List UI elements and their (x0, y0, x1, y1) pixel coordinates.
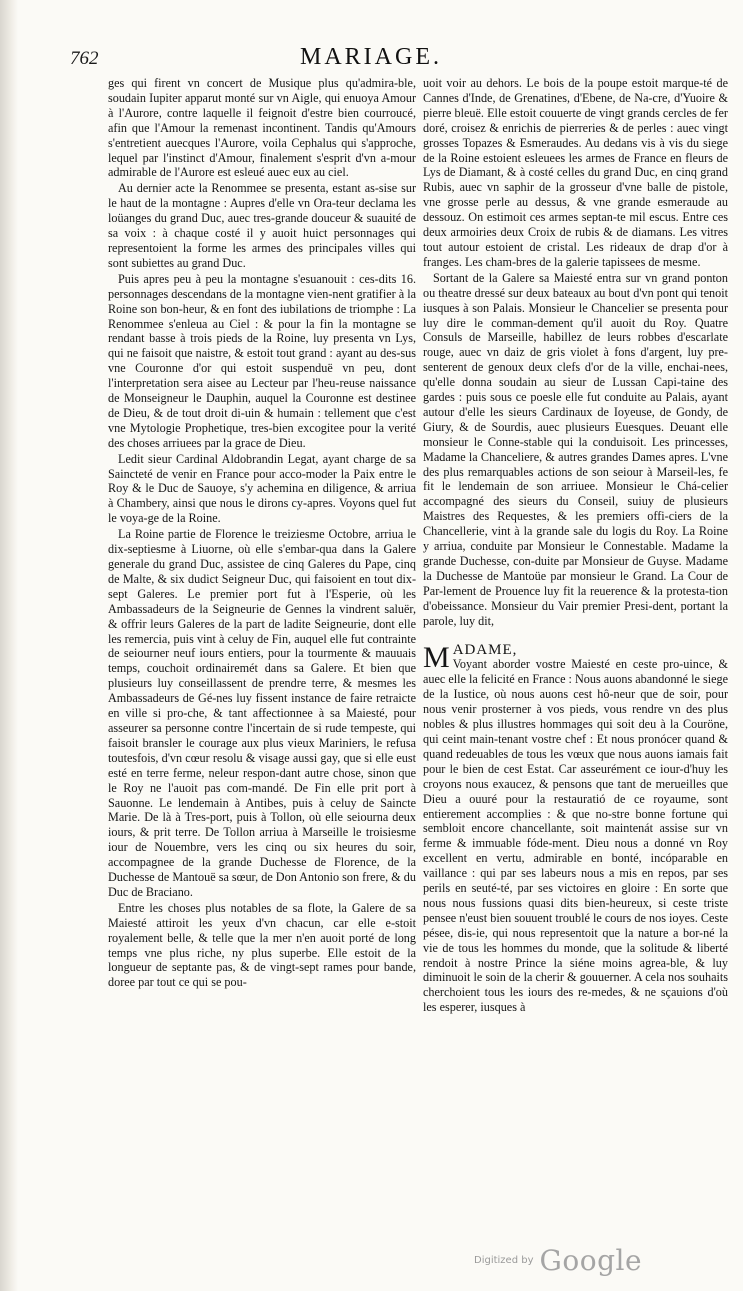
left-column-paragraph: La Roine partie de Florence le treiziesme Octobre, arriua le dix-septiesme à Liuorne, où elle s'embar-qua dans la Galere generale du grand Duc, assistee de cinq Galeres du Pape, cinq de Malte, & six dudict Seigneur Duc, qui faisoient en tout dix-sept Galeres. Le premier port fut à l'Esperie, où les Ambassadeurs de la Seigneurie de Gennes la vindrent saluër, & offrir leurs Galeres de la part de ladite Seigneurie, dont elle les remercia, puis vint à celuy de Fin, auquel elle fut contrainte de seiourner neuf iours entiers, pour la tourmente & mauuais temps, couchoit ordinairemét dans sa Galere. Et bien que plusieurs luy conseillassent de prendre terre, & mesmes les Ambassadeurs de Gé-nes luy fissent instance de faire retraicte en ville si pro-che, & tant affectionnee à sa Maiesté, pour asseurer sa personne contre l'incertain de si rude tempeste, qui faisoit bransler le courage aux plus vieux Mariniers, le refusa toutesfois, d'vn cœur resolu & visage aussi gay, que si elle eust esté en terre ferme, neleur respon-dant autre chose, sinon que le Roy ne l'auoit pas com-mandé. De Fin elle prit port à Sauonne. Le lendemain à Antibes, puis à celuy de Saincte Marie. De là à Tres-port, puis à Tollon, où elle seiourna deux iours, & prit terre. De Tollon arriua à Marseille le troisiesme iour de Nouembre, vers les cinq ou six heures du soir, accompagnee de la grande Duchesse de Florence, de la Duchesse de Mantouë sa sœur, de Don Antonio son frere, & du Duc de Braciano. (108, 527, 416, 899)
page-number: 762 (70, 48, 99, 69)
right-column-paragraph: uoit voir au dehors. Le bois de la poupe estoit marque-té de Cannes d'Inde, de Grenatines, d'Ebene, de Na-cre, d'Yuoire & pierre bleuë. Elle estoit couuerte de vingt grands cercles de fer doré, croisez & enrichis de pierreries & de perles : auec vingt grosses Topazes & Esmeraudes. Au dedans vis à vis du siege de la Roine estoient esleuees les armes de France en fleurs de Lys de Diamant, & à costé celles du grand Duc, en cinq grand Rubis, auec vn saphir de la grosseur d'vne balle de pistole, vne grosse perle au dessus, & vne grande esmeraude au dessouz. On estimoit ces armes septan-te mil escus. Entre ces deux armoiries deux Croix de rubis & de diamans. Les vitres tout autour estoient de cristal. Les rideaux de drap d'or à franges. Les cham-bres de la galerie tapissees de mesme. (423, 76, 728, 269)
left-column-paragraph: ges qui firent vn concert de Musique plus qu'admira-ble, soudain Iupiter apparut monté sur vn Aigle, qui enuoya Amour à l'Aurore, contre laquelle il feignoit d'estre bien courroucé, afin que l'Amour la remenast incontinent. Tandis qu'Amours s'entretient auecques l'Aurore, voila Cephalus qui s'approche, lequel par l'instinct d'Amour, finalement s'esprit d'vn a-mour admirable de l'Aurore est esleué auec eux au ciel. (108, 76, 416, 180)
digitized-watermark (474, 1240, 674, 1280)
left-column-paragraph: Au dernier acte la Renommee se presenta, estant as-sise sur le haut de la montagne : Aupres d'elle vn Ora-teur declama les loüanges du grand Duc, auec tres-grande douceur & suauité de sa voix : à chaque costé il y auoit huict personnages qui representoient la forme les armes des principales villes qui sont subiettes au grand Duc. (108, 181, 416, 270)
left-column-paragraph: Puis apres peu à peu la montagne s'esuanouit : ces-dits 16. personnages descendans de la montagne vien-nent gratifier à la Roine son bon-heur, & en font des iubilations de triomphe : La Renommee s'enleua au Ciel : & pour la fin la montagne se rendant basse à trois pieds de la Roine, luy presenta vn Lys, qui ne faisoit que naistre, & estoit tout grand : ayant au des-sus vne Couronne d'or qui estoit suspenduë vn peu, dont l'interpretation sera aisee au Lecteur par l'heu-reuse naissance de Monseigneur le Dauphin, auquel la Couronne est destinee de Dieu, & de tout droit di-uin & humain : tellement que c'est vne Mytologie Prophetique, tres-bien excogitee pour la verité des choses arriuees par la grace de Dieu. (108, 271, 416, 450)
speech-opening (423, 640, 728, 1016)
left-column (108, 76, 416, 991)
watermark-prefix: Digitized by (474, 1254, 534, 1266)
running-title: MARIAGE. (300, 44, 442, 70)
right-column (423, 76, 728, 1015)
left-column-paragraph: Ledit sieur Cardinal Aldobrandin Legat, ayant charge de sa Saincteté de venir en France pour acco-moder la Paix entre le Roy & le Duc de Sauoye, s'y achemina en diligence, & arriua à Chambery, ainsi que nous le dirons cy-apres. Voyons quel fut le voya-ge de la Roine. (108, 451, 416, 526)
google-logo: Google (539, 1243, 643, 1277)
dropcap-letter: M (423, 640, 450, 674)
speech-paragraph: Voyant aborder vostre Maiesté en ceste pro-uince, & auec elle la felicité en France : Nous auons abandonné le siege de la Iustice, où nous auons cest hô-neur que de soir, pour nous venir prosterner à vos pieds, vous rendre vn des plus nobles & plus illustres hommages qui soit deu à la Couröne, qui ceint main-tenant vostre chef : Et nous pronócer quand & quand redeuables de tous les vœux que nous auons iamais fait pour le bien de cest Estat. Car asseurément ce iour-d'huy les croyons nous exaucez, & pensons que tant de merueilles que Dieu a ouuré pour la restauratió de ce royaume, sont entierement accomplies : & que no-stre bonne fortune qui sembloit encore chancellante, soit maintenát assise sur vn ferme & immuable fóde-ment. Dieu nous a donné vn Roy excellent en vertu, admirable en bonté, incóparable en vaillance : qui par ses labeurs nous a mis en repos, par ses perils en seuté-té, par ses victoires en gloire : En sorte que nous nous fussions quasi dits bien-heureux, si ceste triste pensee n'eust bien souuent troublé le cours de nos ioyes. Ceste pésee, dis-ie, qui nous representoit que la nature a bor-né la vie de tous les hommes du monde, que la solitude & liberté rendoit à nostre Prince la siéne moins agrea-ble, & luy diminuoit le soin de la cherir & gouuerner. A cela nos souhaits cherchoient tous les iours des re-medes, & ne sçauions d'où les esperer, iusques à (423, 657, 728, 1015)
speech-salutation: ADAME, (452, 641, 518, 658)
scan-binding-edge (0, 0, 18, 1291)
left-column-paragraph: Entre les choses plus notables de sa flote, la Galere de sa Maiesté attiroit les yeux d'vn chacun, car elle e-stoit royalement belle, & telle que la mer n'en auoit porté de long temps vne plus riche, ny plus superbe. Elle estoit de la longueur de septante pas, & de vingt-sept rames pour bande, doree par tout ce qui se pou- (108, 900, 416, 990)
right-column-paragraph: Sortant de la Galere sa Maiesté entra sur vn grand ponton ou theatre dressé sur deux bateaux au bout d'vn pont qui tenoit iusques à son Palais. Monsieur le Chancelier se presenta pour luy dire le comman-dement qu'il auoit du Roy. Quatre Consuls de Marseille, habillez de leurs robbes d'escarlate rouge, auec vn daiz de gris violet à fons d'argent, luy pre-senterent de genoux deux clefs d'or de la ville, enchai-nees, qu'elle donna soudain au sieur de Lussan Capi-taine des gardes : puis sous ce poesle elle fut conduite au Palais, ayant autour d'elle les sieurs Cardinaux de Ioyeuse, de Gondy, de Giury, & de Sourdis, auec plusieurs Euesques. Deuant elle monsieur le Conne-stable qui la conduisoit. Les princesses, Madame la Chanceliere, & autres grandes Dames apres. L'vne des plus remarquables actions de son seiour à Marseil-les, fe fit le lendemain de son arriuee. Monsieur le Chá-celier accompagné des sieurs du Conseil, suiuy de plusieurs Maistres des Requestes, & les premiers offi-ciers de la Chancellerie, vint à la grande sale du logis du Roy. La Roine y arriua, conduite par Monsieur le Connestable. Madame la grande Duchesse, con-duite par Monsieur de Guyse. Madame la Duchesse de Mantoüe par monsieur le Grand. La Cour de Par-lement de Prouence luy fit la reuerence & la protesta-tion d'obeissance. Monsieur du Vair premier Presi-dent, portant la parole, luy dit, (423, 270, 728, 628)
speech-block (423, 640, 728, 1016)
right-column-narrative (423, 76, 728, 629)
